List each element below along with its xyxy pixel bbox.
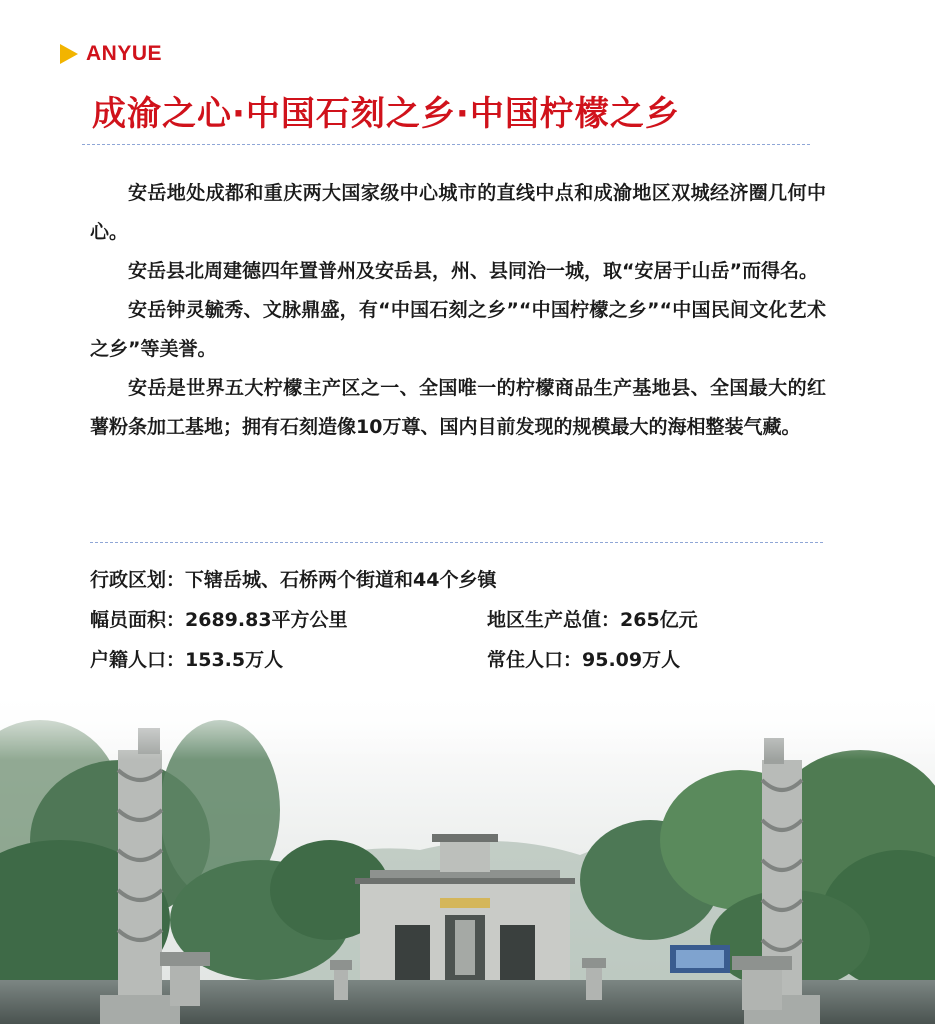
brand-text: ANYUE [86,42,163,65]
intro-paragraph-industry: 安岳是世界五大柠檬主产区之一、全国唯一的柠檬商品生产基地县、全国最大的红薯粉条加工基地；拥有石刻造像10万尊、国内目前发现的规模最大的海相整装气藏。 [90,377,826,438]
stats-section [90,563,850,683]
stat-admin-division: 行政区划：下辖岳城、石桥两个街道和44个乡镇 [90,569,497,591]
divider-middle [90,542,823,543]
stat-row-population [90,643,850,683]
stat-area: 幅员面积：2689.83平方公里 [90,609,348,631]
page-title: 成渝之心·中国石刻之乡·中国柠檬之乡 [92,94,680,134]
divider-top [82,144,810,145]
stat-resident-population: 常住人口：95.09万人 [487,649,681,671]
play-arrow-icon [60,44,78,64]
signboard [670,945,730,973]
intro-paragraph-history: 安岳县北周建德四年置普州及安岳县，州、县同治一城，取“安居于山岳”而得名。 [128,260,818,282]
stat-row-area-gdp [90,603,850,643]
intro-paragraph-location: 安岳地处成都和重庆两大国家级中心城市的直线中点和成渝地区双城经济圈几何中心。 [90,182,826,243]
brand-label [60,42,162,66]
stat-row-admin [90,563,850,603]
stat-gdp: 地区生产总值：265亿元 [487,609,698,631]
stat-household-population: 户籍人口：153.5万人 [90,649,284,671]
landscape-photo [0,690,935,1024]
intro-section [90,174,826,447]
intro-paragraph-honors: 安岳钟灵毓秀、文脉鼎盛，有“中国石刻之乡”“中国柠檬之乡”“中国民间文化艺术之乡”等美誉。 [90,299,826,360]
